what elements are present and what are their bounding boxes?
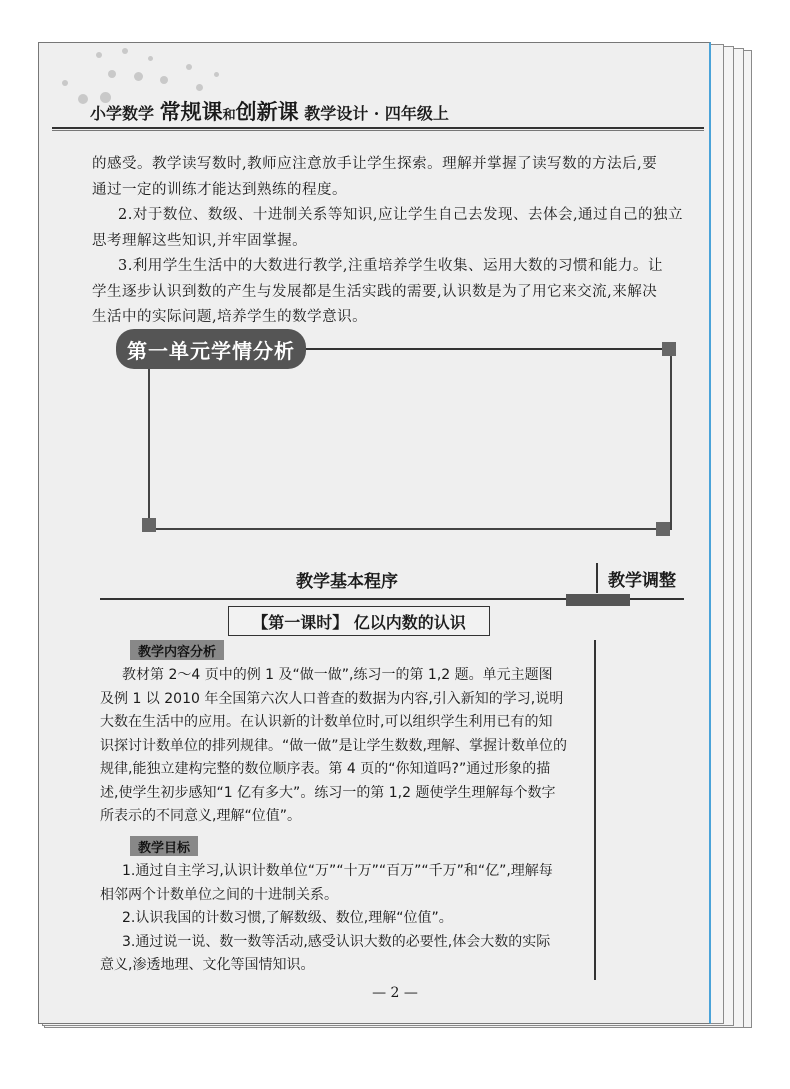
objectives-body bbox=[100, 860, 592, 978]
header-innovative-class: 创新课 bbox=[235, 99, 299, 124]
header-rule-thin bbox=[52, 130, 704, 131]
objective-line: 2.认识我国的计数习惯,了解数级、数位,理解“位值”。 bbox=[122, 910, 453, 926]
header-regular-class: 常规课 bbox=[159, 99, 223, 124]
header-and: 和 bbox=[222, 108, 236, 123]
header-subject: 小学数学 bbox=[90, 104, 155, 123]
unit-analysis-title: 第一单元学情分析 bbox=[116, 329, 306, 369]
page-number: — 2 — bbox=[372, 985, 418, 1001]
unit-frame-top-line bbox=[306, 348, 670, 350]
content-analysis-tag: 教学内容分析 bbox=[130, 640, 224, 660]
content-line: 述,使学生初步感知“1 亿有多大”。练习一的第 1,2 题使学生理解每个数字 bbox=[100, 784, 556, 801]
objective-line: 3.通过说一说、数一数等活动,感受认识大数的必要性,体会大数的实际 bbox=[122, 933, 551, 950]
adjustment-column-divider bbox=[594, 640, 596, 980]
frame-corner-square bbox=[662, 342, 676, 356]
content-line: 识探讨计数单位的排列规律。“做一做”是让学生数数,理解、掌握计数单位的 bbox=[100, 737, 567, 754]
intro-line: 的感受。教学读写数时,教师应注意放手让学生探索。理解并掌握了读写数的方法后,要 bbox=[92, 156, 658, 172]
content-line: 及例 1 以 2010 年全国第六次人口普查的数据为内容,引入新知的学习,说明 bbox=[100, 690, 564, 707]
intro-line: 生活中的实际问题,培养学生的数学意识。 bbox=[92, 309, 368, 325]
intro-line: 学生逐步认识到数的产生与发展都是生活实践的需要,认识数是为了用它来交流,来解决 bbox=[92, 283, 658, 300]
objective-line: 相邻两个计数单位之间的十进制关系。 bbox=[100, 886, 338, 903]
content-line: 所表示的不同意义,理解“位值”。 bbox=[100, 808, 301, 824]
content-line: 教材第 2～4 页中的例 1 及“做一做”,练习一的第 1,2 题。单元主题图 bbox=[122, 667, 553, 683]
adjustment-title: 教学调整 bbox=[596, 563, 686, 593]
content-line: 大数在生活中的应用。在认识新的计数单位时,可以组织学生利用已有的知 bbox=[100, 714, 553, 730]
intro-line: 3.利用学生生活中的大数进行教学,注重培养学生收集、运用大数的习惯和能力。让 bbox=[118, 258, 663, 274]
adjustment-tab bbox=[566, 594, 630, 606]
objective-line: 1.通过自主学习,认识计数单位“万”“十万”“百万”“千万”和“亿”,理解每 bbox=[122, 863, 553, 879]
intro-line: 2.对于数位、数级、十进制关系等知识,应让学生自己去发现、去体会,通过自己的独立 bbox=[118, 207, 684, 223]
objectives-tag: 教学目标 bbox=[130, 836, 198, 856]
running-header bbox=[90, 96, 449, 126]
intro-line: 通过一定的训练才能达到熟练的程度。 bbox=[92, 181, 347, 198]
frame-corner-square bbox=[656, 522, 670, 536]
header-book-title: 教学设计 · 四年级上 bbox=[304, 104, 449, 123]
objective-line: 意义,渗透地理、文化等国情知识。 bbox=[100, 957, 315, 973]
intro-line: 思考理解这些知识,并牢固掌握。 bbox=[92, 232, 308, 249]
lesson-title: 【第一课时】 亿以内数的认识 bbox=[228, 606, 490, 636]
frame-corner-square bbox=[142, 518, 156, 532]
unit-frame bbox=[148, 348, 672, 530]
procedure-title: 教学基本程序 bbox=[296, 572, 398, 592]
content-analysis-body bbox=[100, 664, 592, 829]
content-line: 规律,能独立建构完整的数位顺序表。第 4 页的“你知道吗?”通过形象的描 bbox=[100, 761, 551, 777]
header-rule bbox=[52, 127, 704, 129]
